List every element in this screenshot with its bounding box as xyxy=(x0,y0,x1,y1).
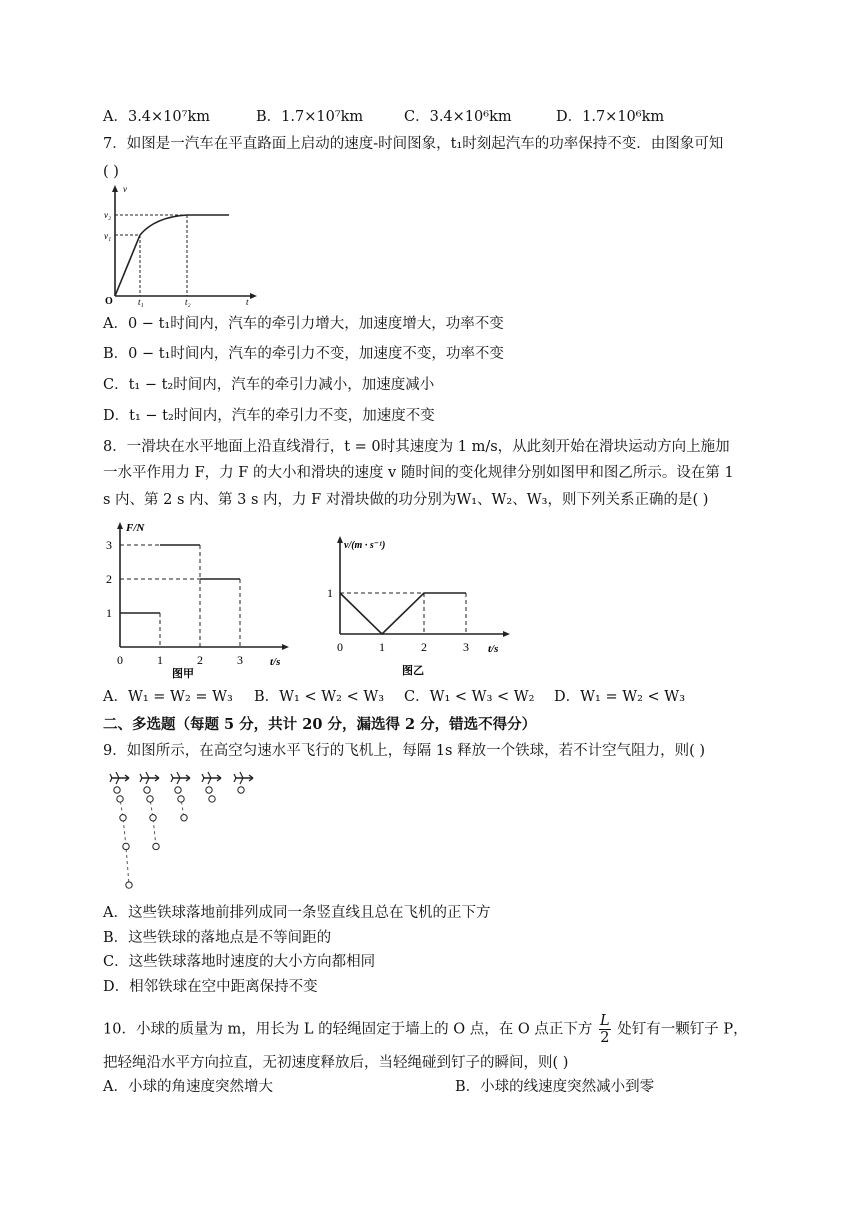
q7-origin-label: O xyxy=(105,296,113,307)
yi-y-tick-1: 1 xyxy=(327,586,333,600)
q9-airplane-iron-balls-figure xyxy=(103,770,273,890)
q7-v-axis-arrow xyxy=(112,185,118,192)
iron-ball xyxy=(120,815,126,821)
yi-y-axis-arrow xyxy=(337,536,343,543)
jia-x-tick-3: 3 xyxy=(237,653,243,667)
airplane-icon xyxy=(110,772,129,784)
iron-ball xyxy=(150,815,156,821)
q9-option-a: A．这些铁球落地前排列成同一条竖直线且总在飞机的正下方 xyxy=(103,905,491,921)
q7-v1-label: v₁ xyxy=(104,231,112,241)
iron-ball xyxy=(117,796,123,802)
q8-option-d: D．W₁ = W₂ < W₃ xyxy=(554,689,686,705)
q6-option-d: D．1.7×10⁶km xyxy=(556,109,665,125)
airplane-icon xyxy=(234,772,253,784)
q8-stem-line3: s 内、第 2 s 内、第 3 s 内，力 F 对滑块做的功分别为W₁、W₂、W₃，则下列关系正确的是( ) xyxy=(103,492,709,508)
iron-ball xyxy=(114,787,120,793)
jia-y-tick-3: 3 xyxy=(106,538,112,552)
q9-option-b: B．这些铁球的落地点是不等间距的 xyxy=(103,930,332,946)
jia-x-axis-arrow xyxy=(282,644,289,650)
jia-title: 图甲 xyxy=(172,668,194,680)
q7-stem-line1: 7．如图是一汽车在平直路面上启动的速度-时间图象，t₁时刻起汽车的功率保持不变．由图象可知 xyxy=(103,136,724,152)
yi-title: 图乙 xyxy=(402,665,424,677)
airplane-icon xyxy=(171,772,190,784)
q7-t-axis-arrow xyxy=(250,293,257,299)
q7-t-label: t xyxy=(246,297,249,307)
q10-stem-part1: 10．小球的质量为 m，用长为 L 的轻绳固定于墙上的 O 点，在 O 点正下方 xyxy=(103,1021,593,1038)
q8-option-c: C．W₁ < W₃ < W₂ xyxy=(404,689,535,705)
iron-ball xyxy=(181,815,187,821)
q7-t2-label: t₂ xyxy=(185,297,191,307)
q8-stem-line2: 一水平作用力 F，力 F 的大小和滑块的速度 v 随时间的变化规律分别如图甲和图乙所示。设在第 1 xyxy=(103,465,734,481)
yi-x-tick-1: 1 xyxy=(379,640,385,654)
jia-x-label: t/s xyxy=(270,656,281,668)
jia-x-tick-0: 0 xyxy=(117,653,123,667)
airplane-icon xyxy=(140,772,159,784)
iron-ball xyxy=(175,787,181,793)
q7-v-label: v xyxy=(123,184,127,194)
iron-ball xyxy=(126,882,132,888)
airplane-body xyxy=(111,775,129,781)
yi-x-tick-3: 3 xyxy=(463,640,469,654)
q7-curve-segment xyxy=(140,215,187,235)
q8-force-time-chart xyxy=(100,515,290,685)
yi-x-tick-2: 2 xyxy=(421,640,427,654)
yi-x-axis-arrow xyxy=(503,631,510,637)
q9-stem: 9．如图所示，在高空匀速水平飞行的飞机上，每隔 1s 释放一个铁球，若不计空气阻力，则( ) xyxy=(103,743,706,759)
q9-option-c: C．这些铁球落地时速度的大小方向都相同 xyxy=(103,954,376,970)
jia-x-tick-2: 2 xyxy=(197,653,203,667)
q7-option-b: B．0 − t₁时间内，汽车的牵引力不变，加速度不变，功率不变 xyxy=(103,346,504,362)
airplane-body xyxy=(203,775,221,781)
trajectory-line xyxy=(178,790,184,818)
iron-ball xyxy=(144,787,150,793)
q6-option-b: B．1.7×10⁷km xyxy=(256,109,364,125)
q8-velocity-time-chart xyxy=(320,515,510,685)
jia-y-axis-arrow xyxy=(117,522,123,529)
yi-x-tick-0: 0 xyxy=(337,640,343,654)
yi-y-label: v/(m · s⁻¹) xyxy=(344,540,386,551)
q10-stem-part2: 处钉有一颗钉子 P， xyxy=(617,1021,748,1038)
yi-x-label: t/s xyxy=(488,643,499,655)
airplane-body xyxy=(141,775,159,781)
q7-v2-label: v₂ xyxy=(104,210,112,220)
jia-y-label: F/N xyxy=(126,522,145,534)
q10-fraction-denominator: 2 xyxy=(600,1030,610,1046)
yi-velocity-line xyxy=(340,593,466,634)
q6-option-a: A．3.4×10⁷km xyxy=(103,109,210,125)
jia-x-tick-1: 1 xyxy=(157,653,163,667)
q7-option-d: D．t₁ − t₂时间内，汽车的牵引力不变，加速度不变 xyxy=(103,408,435,424)
iron-ball xyxy=(209,796,215,802)
q7-t1-label: t₁ xyxy=(138,297,144,307)
q7-option-c: C．t₁ − t₂时间内，汽车的牵引力减小，加速度减小 xyxy=(103,377,435,393)
q8-option-b: B．W₁ < W₂ < W₃ xyxy=(254,689,385,705)
q9-option-d: D．相邻铁球在空中距离保持不变 xyxy=(103,979,318,995)
q6-option-c: C．3.4×10⁶km xyxy=(404,109,512,125)
section2-heading: 二、多选题（每题 5 分，共计 20 分，漏选得 2 分，错选不得分） xyxy=(103,716,537,733)
q8-stem-line1: 8．一滑块在水平地面上沿直线滑行，t = 0时其速度为 1 m/s，从此刻开始在滑块运动方向上施加 xyxy=(103,439,730,455)
q7-linear-segment xyxy=(115,235,140,296)
jia-y-tick-1: 1 xyxy=(106,606,112,620)
q8-option-a: A．W₁ = W₂ = W₃ xyxy=(103,689,233,705)
trajectory-line xyxy=(117,790,129,885)
q10-fraction-numerator: L xyxy=(599,1013,610,1029)
iron-ball xyxy=(153,843,159,849)
q7-velocity-time-graph xyxy=(103,183,263,308)
airplane-body xyxy=(172,775,190,781)
airplane-icon xyxy=(202,772,221,784)
q7-option-a: A．0 − t₁时间内，汽车的牵引力增大，加速度增大，功率不变 xyxy=(103,316,504,332)
iron-ball xyxy=(238,787,244,793)
iron-ball xyxy=(147,796,153,802)
q10-option-a: A．小球的角速度突然增大 xyxy=(103,1079,273,1095)
q10-stem-line1 xyxy=(103,1013,748,1046)
q7-stem-line2: ( ) xyxy=(103,164,119,180)
iron-ball xyxy=(123,843,129,849)
iron-ball xyxy=(178,796,184,802)
airplane-body xyxy=(235,775,253,781)
q10-stem-line2: 把轻绳沿水平方向拉直，无初速度释放后，当轻绳碰到钉子的瞬间，则( ) xyxy=(103,1055,569,1071)
jia-y-tick-2: 2 xyxy=(106,572,112,586)
q10-option-b: B．小球的线速度突然减小到零 xyxy=(455,1079,655,1095)
iron-ball xyxy=(206,787,212,793)
q10-fraction xyxy=(599,1013,611,1046)
